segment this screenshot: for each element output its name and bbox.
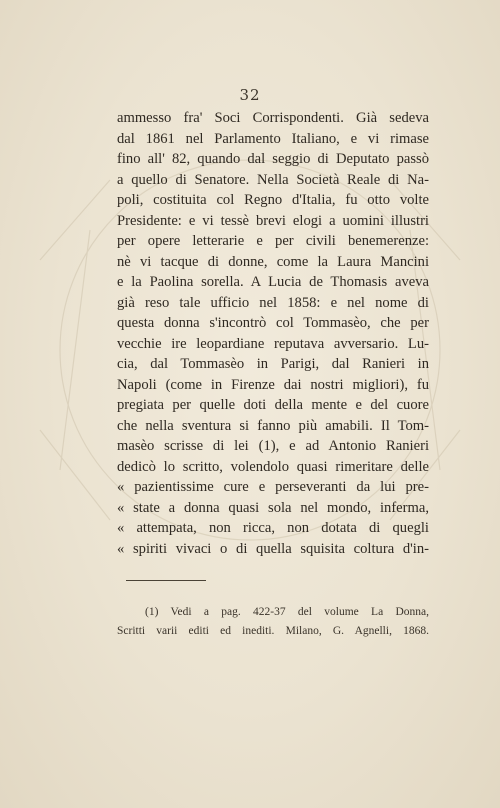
page-number: 32 xyxy=(239,86,261,104)
text-line: e la Paolina sorella. A Lucia de Thomasis aveva xyxy=(117,274,429,290)
body-text xyxy=(117,108,429,559)
text-line: « state a donna quasi sola nel mondo, inferma, xyxy=(117,499,429,516)
text-line: vecchie ire leopardiane reputava avversario. Lu- xyxy=(117,335,429,352)
footnote-line: (1) Vedi a pag. 422-37 del volume La Donna, xyxy=(145,606,429,618)
footnote xyxy=(117,603,429,641)
text-line: cia, dal Tommasèo in Parigi, dal Ranieri in xyxy=(117,356,429,372)
text-line: per opere letterarie e per civili benemerenze: xyxy=(117,233,429,249)
text-line: « spiriti vivaci o di quella squisita coltura d'in- xyxy=(117,540,429,557)
text-line: questa donna s'incontrò col Tommasèo, che per xyxy=(117,315,429,331)
text-line: masèo scrisse di lei (1), e ad Antonio Ranieri xyxy=(117,438,429,454)
text-line: ammesso fra' Soci Corrispondenti. Già sedeva xyxy=(117,110,429,126)
text-line: a quello di Senatore. Nella Società Reale di Na- xyxy=(117,171,429,188)
text-line: dal 1861 nel Parlamento Italiano, e vi rimase xyxy=(117,130,429,147)
text-line: che nella sventura si fanno più amabili. Il Tom- xyxy=(117,417,429,434)
text-line: Presidente: e vi tessè brevi elogi a uomini illustri xyxy=(117,212,429,229)
text-line: nè vi tacque di donne, come la Laura Mancini xyxy=(117,253,429,270)
text-line: dedicò lo scritto, volendolo quasi rimeritare delle xyxy=(117,458,429,475)
footnote-line: Scritti varii editi ed inediti. Milano, G. Agnelli, 1868. xyxy=(117,625,429,637)
text-line: fino all' 82, quando dal seggio di Deputato passò xyxy=(117,151,429,167)
text-line: pregiata per quelle doti della mente e del cuore xyxy=(117,397,429,413)
text-line: poli, costituita col Regno d'Italia, fu otto volte xyxy=(117,192,429,208)
footnote-divider xyxy=(126,580,206,581)
text-line: « pazientissime cure e perseveranti da lui pre- xyxy=(117,479,429,495)
text-line: Napoli (come in Firenze dai nostri migliori), fu xyxy=(117,376,429,393)
text-line: « attempata, non ricca, non dotata di quegli xyxy=(117,520,429,536)
text-line: già reso tale ufficio nel 1858: e nel nome di xyxy=(117,294,429,311)
